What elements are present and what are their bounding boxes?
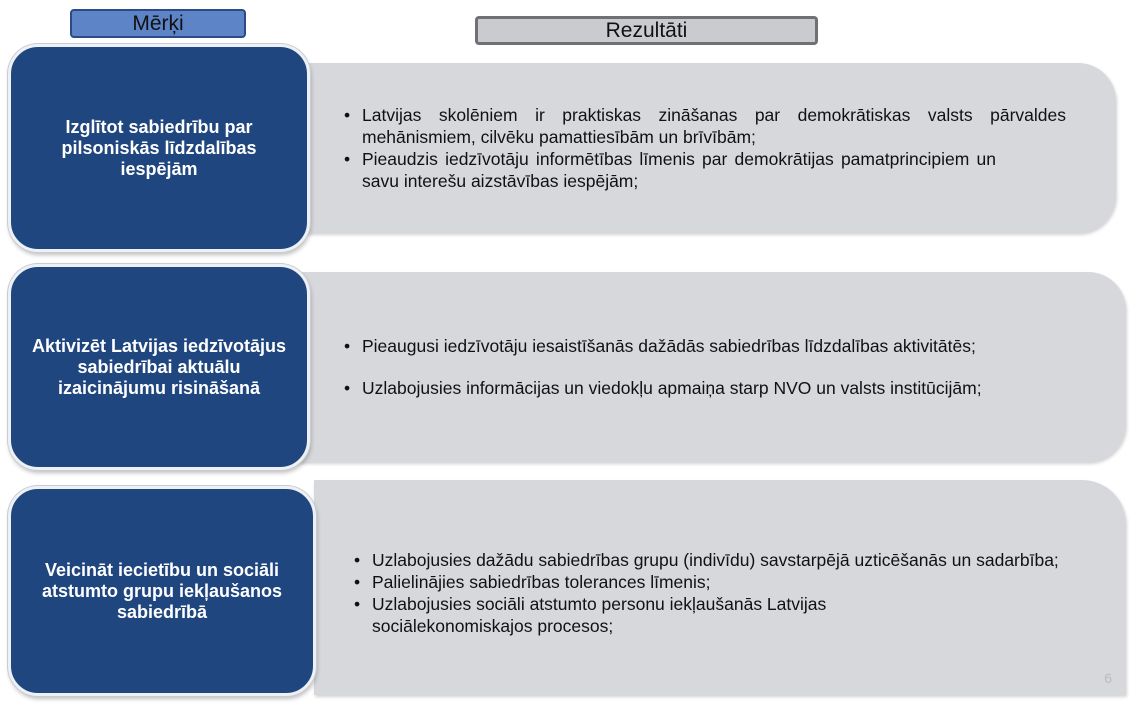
result-box-1: [298, 63, 1116, 233]
goal-text-3: Veicināt iecietību un sociāli atstumto grupu iekļaušanos sabiedrībā: [41, 559, 283, 622]
result-box-2: [298, 272, 1126, 462]
result-item: • Latvijas skolēniem ir praktiskas zināšanas par demokrātiskas valsts pārvaldes mehānismiem, cilvēku pamattiesībām un brīvībām;: [338, 104, 1066, 148]
result-item: • Uzlabojusies sociāli atstumto personu iekļaušanās Latvijas sociālekonomiskajos procesos;: [348, 593, 1076, 637]
goals-header-text: Mērķi: [132, 11, 184, 35]
goal-box-3: [8, 486, 316, 696]
result-box-3: [314, 480, 1126, 695]
goal-text-2: Aktivizēt Latvijas iedzīvotājus sabiedrībai aktuālu izaicinājumu risināšanā: [31, 335, 287, 398]
goal-box-1: [8, 44, 310, 252]
goal-text-1: Izglītot sabiedrību par pilsoniskās līdzdalības iespējām: [61, 116, 257, 179]
result-item: • Pieaugusi iedzīvotāju iesaistīšanās dažādās sabiedrības līdzdalības aktivitātēs;: [338, 335, 982, 357]
goals-header-label: [70, 9, 246, 38]
result-list-2: [338, 335, 982, 399]
result-item: • Pieaudzis iedzīvotāju informētības līmenis par demokrātijas pamatprincipiem un savu interešu aizstāvības iespējām;: [338, 148, 1066, 192]
result-item: • Uzlabojusies dažādu sabiedrības grupu (indivīdu) savstarpējā uzticēšanās un sadarbība;: [348, 549, 1076, 571]
result-item: • Uzlabojusies informācijas un viedokļu apmaiņa starp NVO un valsts institūcijām;: [338, 377, 982, 399]
result-item: • Palielinājies sabiedrības tolerances līmenis;: [348, 571, 1076, 593]
results-header-label: [475, 16, 818, 45]
page-number: 6: [1104, 670, 1112, 686]
result-list-1: [338, 104, 1066, 192]
results-header-text: Rezultāti: [605, 18, 688, 42]
result-list-3: [348, 549, 1076, 637]
goal-box-2: [8, 264, 310, 470]
